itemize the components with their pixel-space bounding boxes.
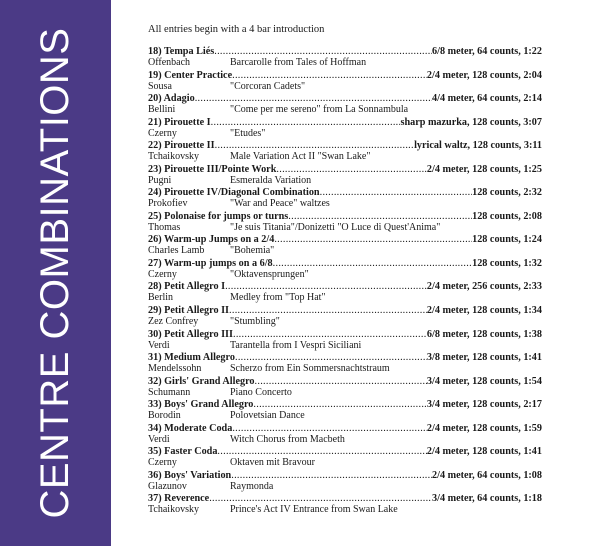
track-title: 37) Reverence xyxy=(148,493,210,505)
track-title: 25) Polonaise for jumps or turns xyxy=(148,210,289,222)
track-title: 20) Adagio xyxy=(148,93,195,105)
track-composer: Borodin xyxy=(148,410,181,422)
leader-dots xyxy=(255,376,427,387)
track-composer: Zez Confrey xyxy=(148,316,199,328)
track-piece: "Stumbling" xyxy=(230,316,280,328)
leader-dots xyxy=(211,117,401,128)
track-title: 19) Center Practice xyxy=(148,69,233,81)
track-meta: 2/4 meter, 128 counts, 1:34 xyxy=(426,305,542,317)
track-meta: 2/4 meter, 256 counts, 2:33 xyxy=(426,281,542,293)
track-title: 27) Warm-up jumps on a 6/8 xyxy=(148,257,273,269)
track-title: 34) Moderate Coda xyxy=(148,422,233,434)
track-title: 36) Boys' Variation xyxy=(148,469,232,481)
track-composer: Prokofiev xyxy=(148,198,188,210)
leader-dots xyxy=(195,93,432,104)
leader-dots xyxy=(232,423,427,434)
track-piece: "Etudes" xyxy=(230,127,266,139)
track-composer: Czerny xyxy=(148,457,177,469)
track-entry xyxy=(148,493,542,517)
track-entry xyxy=(148,187,542,211)
track-piece: Barcarolle from Tales of Hoffman xyxy=(230,57,367,68)
leader-dots xyxy=(215,140,415,151)
track-composer: Czerny xyxy=(148,268,177,280)
track-composer: Thomas xyxy=(148,221,181,233)
sidebar-band xyxy=(0,0,111,546)
track-title: 26) Warm-up Jumps on a 2/4 xyxy=(148,234,275,246)
track-title: 33) Boys' Grand Allegro xyxy=(148,399,254,411)
track-composer: Tchaikovsky xyxy=(148,504,199,516)
track-title: 22) Pirouette II xyxy=(148,140,215,152)
track-entry xyxy=(148,164,542,188)
track-entry xyxy=(148,117,542,141)
track-meta: 2/4 meter, 128 counts, 1:25 xyxy=(426,163,542,175)
track-composer: Bellini xyxy=(148,104,176,116)
leader-dots xyxy=(231,470,432,481)
track-composer: Pugni xyxy=(148,174,172,186)
track-title: 24) Pirouette IV/Diagonal Combination xyxy=(148,187,320,199)
track-title: 31) Medium Allegro xyxy=(148,352,235,364)
track-composer: Charles Lamb xyxy=(148,245,205,257)
track-composer: Sousa xyxy=(148,80,172,92)
track-meta: 2/4 meter, 128 counts, 2:04 xyxy=(426,69,542,81)
track-meta: 3/4 meter, 64 counts, 1:18 xyxy=(432,493,542,505)
track-title: 32) Girls' Grand Allegro xyxy=(148,375,255,387)
track-meta: 2/4 meter, 64 counts, 1:08 xyxy=(432,469,542,481)
track-piece: Raymonda xyxy=(230,480,274,492)
leader-dots xyxy=(214,46,432,57)
track-meta: sharp mazurka, 128 counts, 3:07 xyxy=(400,116,542,128)
track-piece: Polovetsian Dance xyxy=(230,410,305,422)
track-piece: "Je suis Titania"/Donizetti "O Luce di Quest'Anima" xyxy=(230,221,441,233)
leader-dots xyxy=(232,70,427,81)
track-meta: 4/4 meter, 64 counts, 2:14 xyxy=(432,93,542,105)
track-title: 23) Pirouette III/Pointe Work xyxy=(148,163,277,175)
intro-note: All entries begin with a 4 bar introduction xyxy=(148,24,325,35)
track-meta: 3/8 meter, 128 counts, 1:41 xyxy=(426,352,542,364)
track-composer: Czerny xyxy=(148,127,177,139)
leader-dots xyxy=(233,329,427,340)
track-composer: Offenbach xyxy=(148,57,191,68)
track-piece: Medley from "Top Hat" xyxy=(230,292,326,304)
track-piece: Esmeralda Variation xyxy=(230,174,312,186)
track-piece: "Come per me sereno" from La Sonnambula xyxy=(230,104,409,116)
track-entry xyxy=(148,234,542,258)
leader-dots xyxy=(225,281,427,292)
track-piece: "Oktavensprungen" xyxy=(230,268,309,280)
track-piece: "Bohemia" xyxy=(230,245,275,257)
track-title: 28) Petit Allegro I xyxy=(148,281,226,293)
track-meta: lyrical waltz, 128 counts, 3:11 xyxy=(414,140,542,152)
leader-dots xyxy=(274,234,472,245)
track-entry xyxy=(148,70,542,94)
track-meta: 128 counts, 1:32 xyxy=(472,257,542,269)
track-entry xyxy=(148,470,542,494)
track-entry xyxy=(148,423,542,447)
track-composer: Mendelssohn xyxy=(148,363,202,375)
track-piece: "War and Peace" waltzes xyxy=(230,198,330,210)
track-meta: 3/4 meter, 128 counts, 1:54 xyxy=(426,375,542,387)
track-meta: 6/8 meter, 128 counts, 1:38 xyxy=(426,328,542,340)
track-meta: 6/8 meter, 64 counts, 1:22 xyxy=(432,46,542,57)
track-title: 29) Petit Allegro II xyxy=(148,305,230,317)
track-piece: Prince's Act IV Entrance from Swan Lake xyxy=(230,504,398,516)
track-meta: 3/4 meter, 128 counts, 2:17 xyxy=(426,399,542,411)
track-entry xyxy=(148,140,542,164)
track-meta: 128 counts, 1:24 xyxy=(472,234,542,246)
track-entry xyxy=(148,281,542,305)
track-composer: Tchaikovsky xyxy=(148,151,199,163)
leader-dots xyxy=(229,305,427,316)
track-meta: 128 counts, 2:32 xyxy=(472,187,542,199)
track-meta: 128 counts, 2:08 xyxy=(472,210,542,222)
track-entry xyxy=(148,376,542,400)
track-piece: Scherzo from Ein Sommersnachtstraum xyxy=(230,363,390,375)
track-entry xyxy=(148,93,542,117)
track-entry xyxy=(148,446,542,470)
leader-dots xyxy=(320,187,473,198)
track-list xyxy=(148,46,542,517)
track-composer: Verdi xyxy=(148,433,170,445)
track-title: 35) Faster Coda xyxy=(148,446,218,458)
track-entry xyxy=(148,399,542,423)
track-meta: 2/4 meter, 128 counts, 1:59 xyxy=(426,422,542,434)
track-title: 21) Pirouette I xyxy=(148,116,211,128)
track-piece: Male Variation Act II "Swan Lake" xyxy=(230,151,371,163)
leader-dots xyxy=(235,352,427,363)
track-composer: Schumann xyxy=(148,386,191,398)
leader-dots xyxy=(209,493,432,504)
leader-dots xyxy=(217,446,427,457)
track-entry xyxy=(148,46,542,70)
sidebar-title: CENTRE COMBINATIONS xyxy=(33,27,77,519)
leader-dots xyxy=(273,258,472,269)
track-entry xyxy=(148,258,542,282)
track-title: 18) Tempa Liés xyxy=(148,46,215,57)
track-composer: Berlin xyxy=(148,292,173,304)
track-composer: Verdi xyxy=(148,339,170,351)
track-piece: Witch Chorus from Macbeth xyxy=(230,433,345,445)
track-entry xyxy=(148,329,542,353)
track-entry xyxy=(148,352,542,376)
track-title: 30) Petit Allegro III xyxy=(148,328,233,340)
track-composer: Glazunov xyxy=(148,480,187,492)
track-piece: Tarantella from I Vespri Siciliani xyxy=(230,339,362,351)
leader-dots xyxy=(253,399,427,410)
leader-dots xyxy=(276,164,427,175)
leader-dots xyxy=(288,211,472,222)
track-piece: Piano Concerto xyxy=(230,386,292,398)
track-entry xyxy=(148,211,542,235)
track-piece: "Corcoran Cadets" xyxy=(230,80,306,92)
track-meta: 2/4 meter, 128 counts, 1:41 xyxy=(426,446,542,458)
track-entry xyxy=(148,305,542,329)
track-piece: Oktaven mit Bravour xyxy=(230,457,315,469)
